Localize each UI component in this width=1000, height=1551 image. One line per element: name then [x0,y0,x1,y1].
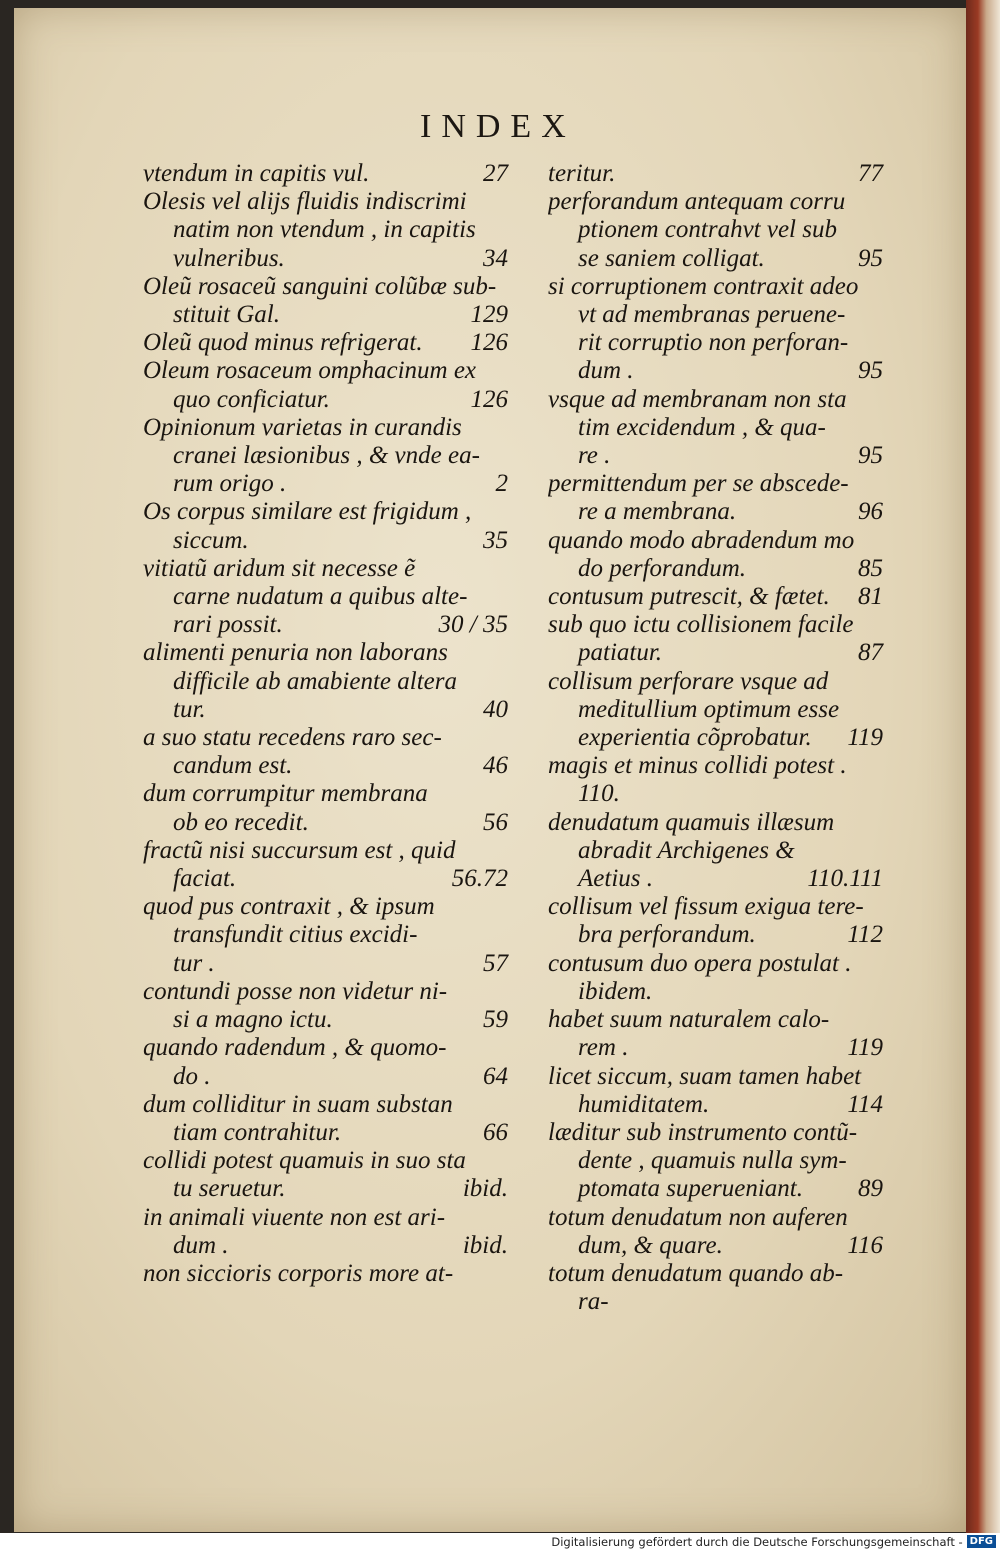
index-entry [548,527,883,583]
entry-line: 110. [578,780,620,808]
entry-line: sub quo ictu collisionem facile [548,611,854,639]
entry-line: Aetius . [578,865,653,893]
entry-line: meditullium optimum esse [578,695,840,723]
entry-line: Os corpus similare est frigidum , [143,498,472,526]
entry-page-number: 85 [858,554,883,582]
entry-page-number: 35 [483,526,508,554]
entry-line: dum . [578,357,634,385]
entry-page-number: 126 [470,329,508,357]
index-entry [143,978,508,1034]
entry-line: ibidem. [578,977,653,1005]
index-entry [143,893,508,978]
index-entry [143,780,508,836]
entry-page-number: 64 [483,1062,508,1090]
book-edge [966,0,1000,1540]
entry-line: quod pus contraxit , & ipsum [143,893,435,921]
entry-line: carne nudatum a quibus alte- [173,583,468,611]
entry-line: quo conficiatur. [173,385,330,413]
index-entry [143,498,508,554]
entry-line: ptionem contrahvt vel sub [578,216,837,244]
entry-page-number: 59 [483,1006,508,1034]
entry-line: do . [173,1062,211,1090]
entry-line: re . [578,442,611,470]
entry-line: Olesis vel alijs fluidis indiscrimi [143,188,467,216]
entry-page-number: 114 [847,1090,883,1118]
entry-page-number: 2 [495,470,508,498]
index-entry [143,414,508,499]
entry-line: se saniem colligat. [578,244,765,272]
entry-line: natim non vtendum , in capitis [173,216,476,244]
index-entry [548,160,883,188]
entry-line: ob eo recedit. [173,808,309,836]
entry-line: alimenti penuria non laborans [143,639,448,667]
index-entry [548,1063,883,1119]
entry-line: vsque ad membranam non sta [548,385,847,413]
entry-line: transfundit citius excidi- [173,921,418,949]
entry-page-number: 116 [847,1231,883,1259]
entry-line: rit corruptio non perforan- [578,329,849,357]
entry-line: teritur. [548,160,616,187]
index-entry [548,583,883,611]
index-entry [548,611,883,667]
index-entry [548,950,883,1006]
entry-line: a suo statu recedens raro sec- [143,724,442,752]
footer-credit: Digitalisierung gefördert durch die Deutsche Forschungsgemeinschaft - [551,1535,963,1549]
entry-page-number: 30 / 35 [438,611,508,639]
index-entry [548,386,883,471]
index-entry [548,1119,883,1204]
entry-line: Oleũ quod minus refrigerat. [143,329,423,357]
entry-line: si a magno ictu. [173,1006,333,1034]
index-entry [548,809,883,894]
entry-line: humiditatem. [578,1090,710,1118]
entry-page-number: 110.111 [807,865,883,893]
entry-line: ra- [578,1288,609,1316]
entry-line: tu seruetur. [173,1175,286,1203]
entry-line: totum denudatum non auferen [548,1203,848,1231]
index-entry [143,639,508,724]
index-entry [143,724,508,780]
entry-line: tur . [173,949,215,977]
index-entry [548,1260,883,1316]
entry-line: rari possit. [173,611,283,639]
entry-line: contusum putrescit, & fætet. [548,583,830,611]
entry-line: vulneribus. [173,244,285,272]
index-entry [143,1034,508,1090]
entry-line: licet siccum, suam tamen habet [548,1062,862,1090]
entry-line: ptomata superueniant. [578,1175,803,1203]
entry-line: collidi potest quamuis in suo sta [143,1147,466,1175]
entry-line: denudatum quamuis illæsum [548,808,835,836]
entry-page-number: 46 [483,752,508,780]
entry-line: contundi posse non videtur ni- [143,977,448,1005]
entry-line: habet suum naturalem calo- [548,1006,830,1034]
footer-bar [0,1533,1000,1551]
entry-line: vtendum in capitis vul. [143,160,370,187]
entry-page-number: 66 [483,1118,508,1146]
entry-page-number: 96 [858,498,883,526]
entry-line: tim excidendum , & qua- [578,413,826,441]
entry-line: Oleum rosaceum omphacinum ex [143,357,477,385]
entry-line: difficile ab amabiente altera [173,667,457,695]
entry-line: stituit Gal. [173,301,280,329]
index-entry [143,188,508,273]
entry-page-number: 95 [858,244,883,272]
dfg-logo: DFG [967,1535,996,1548]
index-entry [143,160,508,188]
entry-line: siccum. [173,526,249,554]
index-entry [548,273,883,386]
index-entry [548,1006,883,1062]
entry-line: in animali viuente non est ari- [143,1203,446,1231]
entry-line: dum, & quare. [578,1231,723,1259]
index-entry [143,357,508,413]
entry-page-number: 40 [483,695,508,723]
entry-line: experientia cõprobatur. [578,724,812,752]
page-header: INDEX [420,108,576,145]
entry-line: faciat. [173,865,237,893]
index-entry [548,752,883,808]
entry-line: re a membrana. [578,498,737,526]
index-entry [548,188,883,273]
entry-line: perforandum antequam corru [548,188,846,216]
index-entry [143,1147,508,1203]
entry-page-number: 56.72 [451,865,508,893]
index-entry [143,555,508,640]
entry-page-number: 81 [858,583,883,611]
entry-line: Oleũ rosaceũ sanguini colũbæ sub- [143,272,497,300]
entry-line: quando modo abradendum mo [548,526,855,554]
entry-page-number: 77 [858,160,883,187]
entry-line: collisum perforare vsque ad [548,667,829,695]
entry-page-number: ibid. [462,1175,508,1203]
index-entry [143,329,508,357]
index-column-right [548,160,883,1316]
entry-line: læditur sub instrumento contũ- [548,1118,858,1146]
index-entry [143,273,508,329]
entry-line: patiatur. [578,639,663,667]
entry-page-number: 95 [858,442,883,470]
index-entry [143,1091,508,1147]
index-column-left [143,160,508,1288]
entry-line: magis et minus collidi potest . [548,752,847,780]
entry-line: dum colliditur in suam substan [143,1090,453,1118]
entry-line: non siccioris corporis more at- [143,1259,454,1287]
entry-line: collisum vel fissum exigua tere- [548,893,864,921]
entry-page-number: 95 [858,357,883,385]
entry-line: vt ad membranas peruene- [578,301,846,329]
index-entry [548,668,883,753]
entry-line: abradit Archigenes & [578,836,795,864]
index-entry [548,470,883,526]
entry-line: si corruptionem contraxit adeo [548,272,859,300]
entry-page-number: 57 [483,949,508,977]
entry-line: cranei læsionibus , & vnde ea- [173,442,480,470]
entry-line: rum origo . [173,470,287,498]
entry-line: dum corrumpitur membrana [143,780,428,808]
entry-page-number: 27 [483,160,508,187]
entry-line: contusum duo opera postulat . [548,949,852,977]
entry-page-number: 87 [858,639,883,667]
entry-line: permittendum per se abscede- [548,470,849,498]
entry-page-number: 56 [483,808,508,836]
index-entry [548,893,883,949]
entry-page-number: 119 [847,724,883,752]
entry-page-number: 129 [470,301,508,329]
entry-line: bra perforandum. [578,921,756,949]
entry-line: totum denudatum quando ab- [548,1259,844,1287]
entry-page-number: 34 [483,244,508,272]
entry-line: rem . [578,1034,629,1062]
index-entry [143,1204,508,1260]
entry-page-number: 126 [470,385,508,413]
entry-page-number: 112 [847,921,883,949]
entry-line: dente , quamuis nulla sym- [578,1147,847,1175]
entry-page-number: 119 [847,1034,883,1062]
entry-page-number: 89 [858,1175,883,1203]
entry-page-number: ibid. [462,1231,508,1259]
index-entry [143,837,508,893]
entry-line: tiam contrahitur. [173,1118,342,1146]
entry-line: fractũ nisi succursum est , quid [143,836,456,864]
entry-line: vitiatũ aridum sit necesse ẽ [143,554,416,582]
entry-line: Opinionum varietas in curandis [143,413,462,441]
entry-line: do perforandum. [578,554,747,582]
index-entry [143,1260,508,1288]
entry-line: quando radendum , & quomo- [143,1034,447,1062]
entry-line: tur. [173,695,206,723]
entry-line: candum est. [173,752,293,780]
entry-line: dum . [173,1231,229,1259]
index-entry [548,1204,883,1260]
